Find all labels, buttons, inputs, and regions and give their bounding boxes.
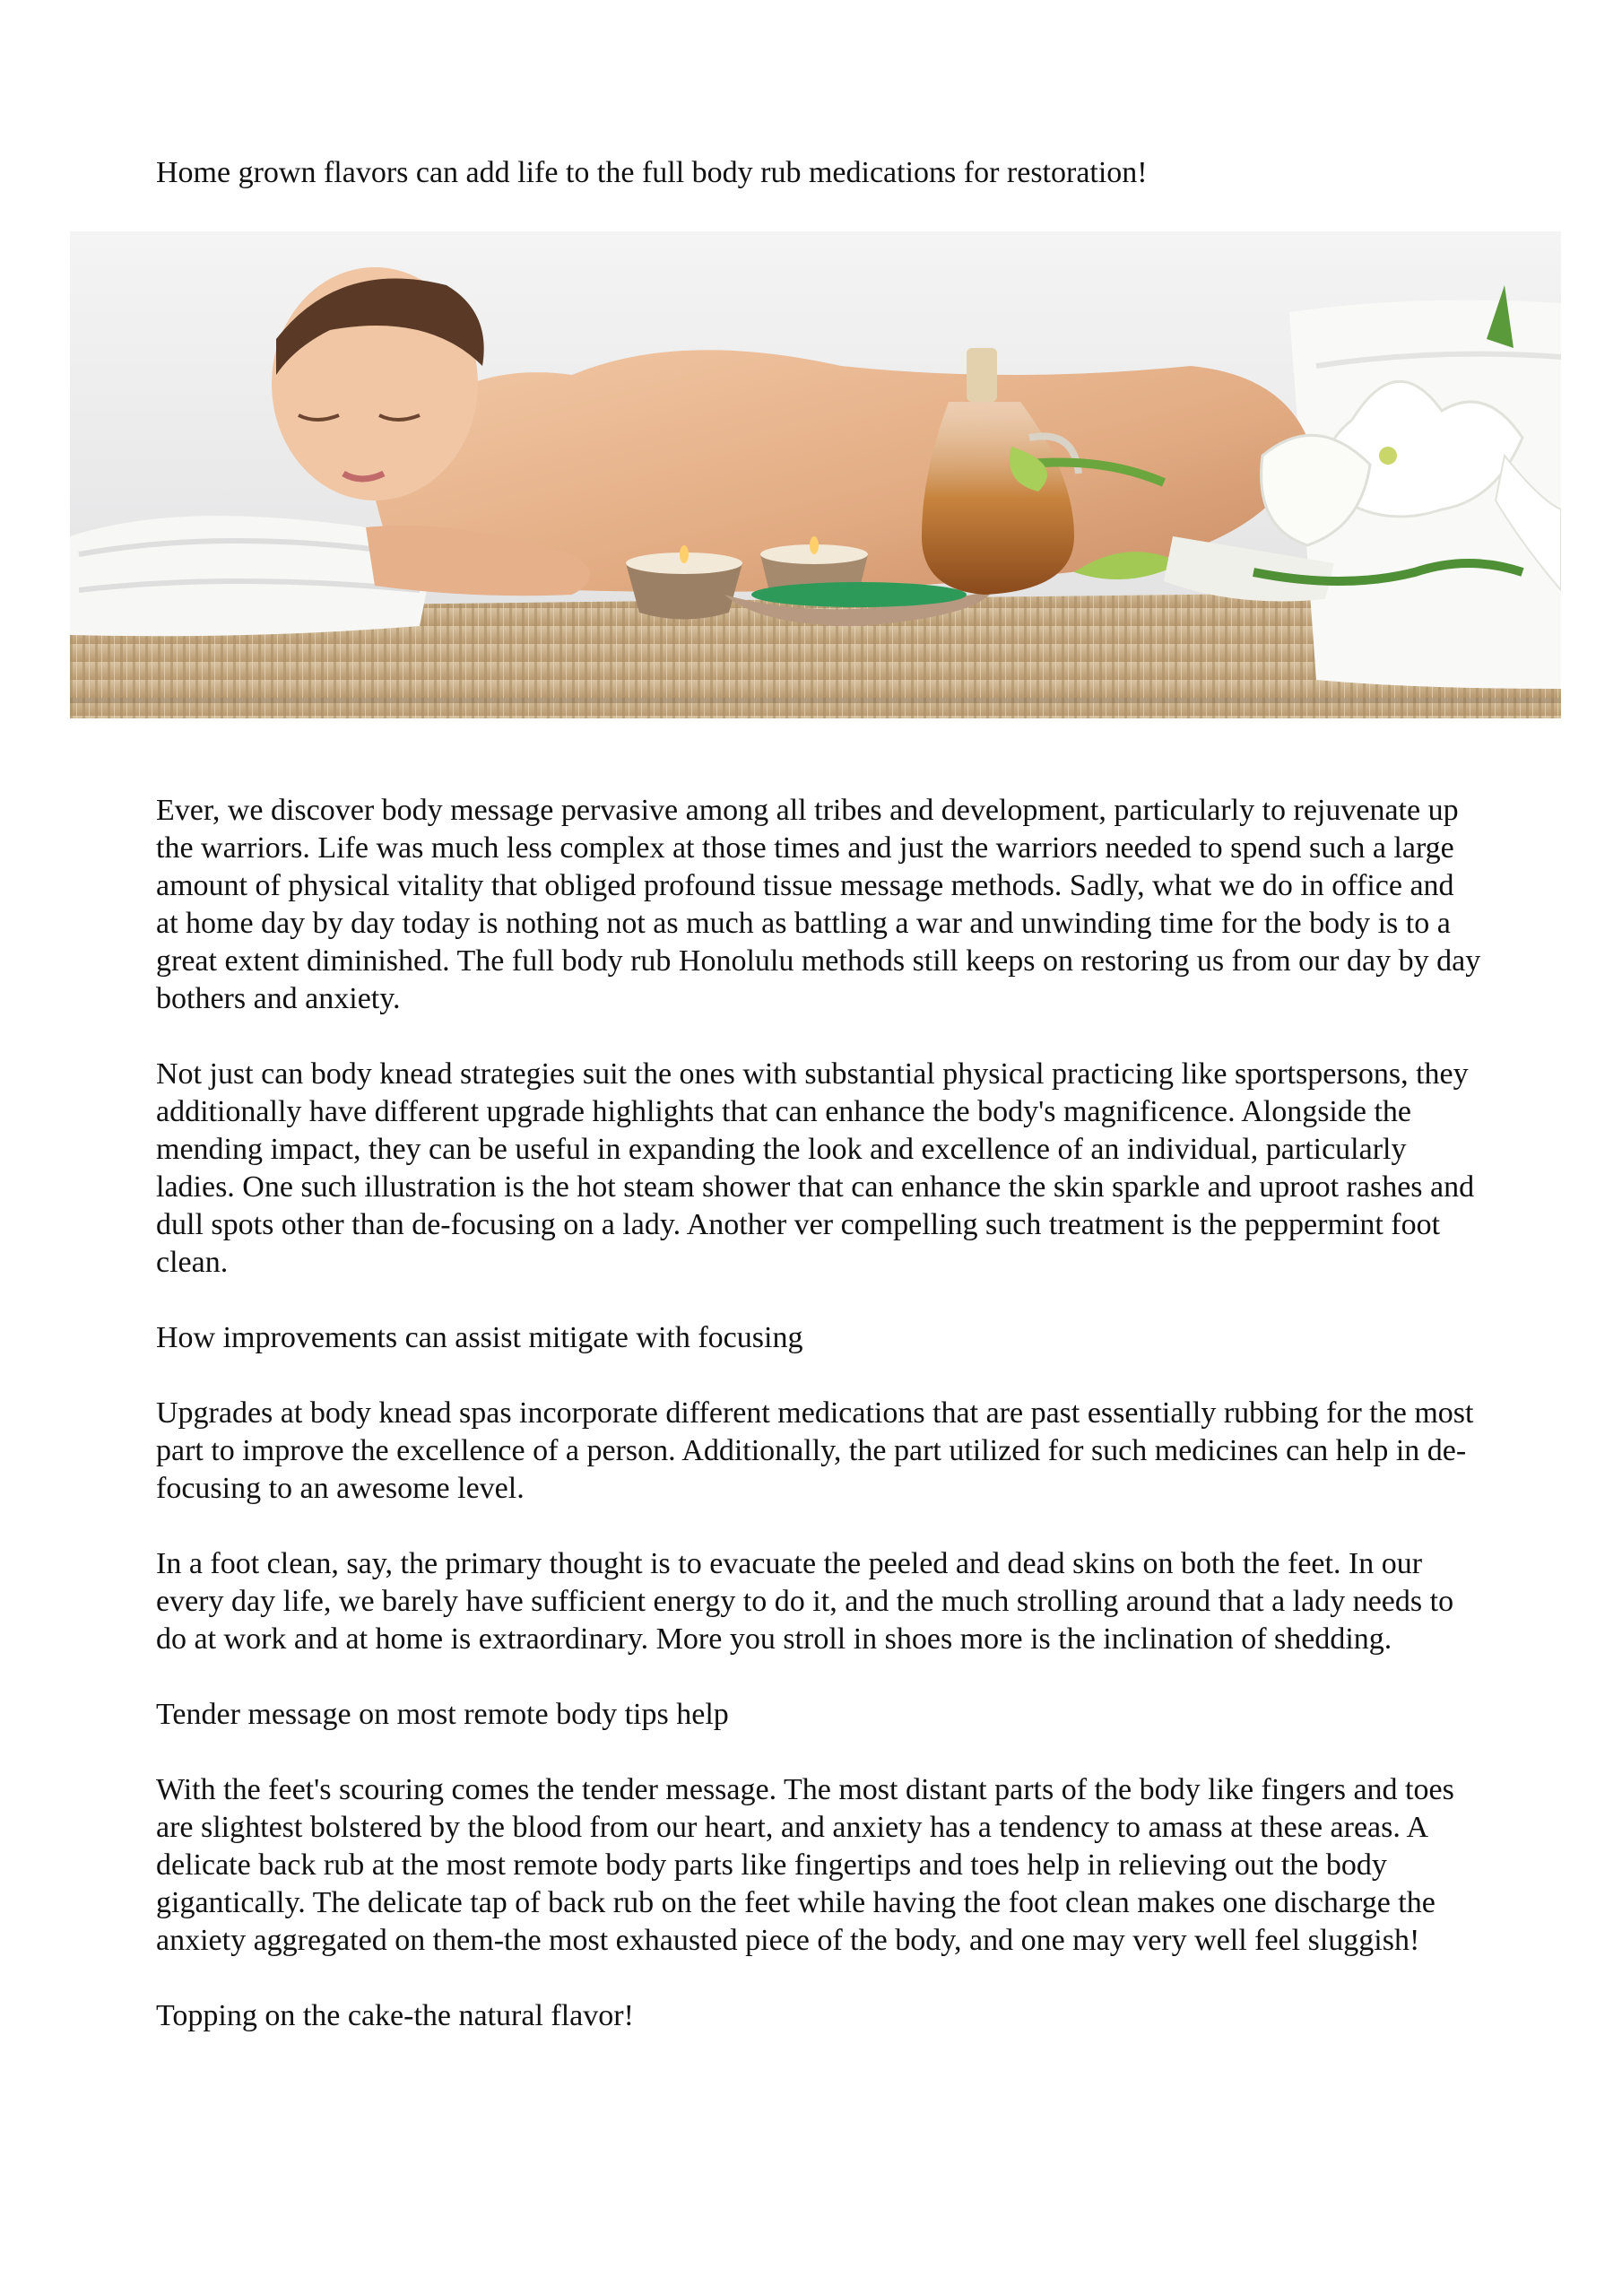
paragraph: Ever, we discover body message pervasive among all tribes and development, particularly to rejuvenate up the warriors. Life was much less complex at those times and just the warriors needed to spend such a large amount of physical vitality that obliged profound tissue message methods. Sadly, what we do in office and at home day by day today is nothing not as much as battling a war and unwinding time for the body is to a great extent diminished. The full body rub Honolulu methods still keeps on restoring us from our day by day bothers and anxiety. bbox=[156, 794, 1481, 1015]
article-body bbox=[156, 792, 1483, 2073]
paragraph: Upgrades at body knead spas incorporate different medications that are past essentially rubbing for the most part to improve the excellence of a person. Additionally, the part utilized for such medicines can help in de-focusing to an awesome level. bbox=[156, 1396, 1474, 1505]
paragraph: With the feet's scouring comes the tender message. The most distant parts of the body like fingers and toes are slightest bolstered by the blood from our heart, and anxiety has a tendency to amass at these areas. A delicate back rub at the most remote body parts like fingertips and toes help in relieving out the body gigantically. The delicate tap of back rub on the feet while having the foot clean makes one discharge the anxiety aggregated on them-the most exhausted piece of the body, and one may very well feel sluggish! bbox=[156, 1773, 1454, 1957]
paragraph: Not just can body knead strategies suit the ones with substantial physical practicing like sportspersons, they additionally have different upgrade highlights that can enhance the body's magnificence. Alongside the mending impact, they can be useful in expanding the look and excellence of an individual, particularly ladies. One such illustration is the hot steam shower that can enhance the skin sparkle and uproot rashes and dull spots other than de-focusing on a lady. Another ver compelling such treatment is the peppermint foot clean. bbox=[156, 1057, 1475, 1279]
spa-massage-photo bbox=[70, 231, 1561, 718]
paragraph: In a foot clean, say, the primary thought is to evacuate the peeled and dead skins on both the feet. In our every day life, we barely have sufficient energy to do it, and the much strolling around that a lady needs to do at work and at home is extraordinary. More you stroll in shoes more is the inclination of shedding. bbox=[156, 1547, 1454, 1656]
subheading: How improvements can assist mitigate with focusing bbox=[156, 1321, 803, 1354]
subheading: Tender message on most remote body tips help bbox=[156, 1698, 729, 1731]
subheading: Topping on the cake-the natural flavor! bbox=[156, 1999, 634, 2032]
intro-line: Home grown flavors can add life to the full body rub medications for restoration! bbox=[156, 156, 1148, 189]
